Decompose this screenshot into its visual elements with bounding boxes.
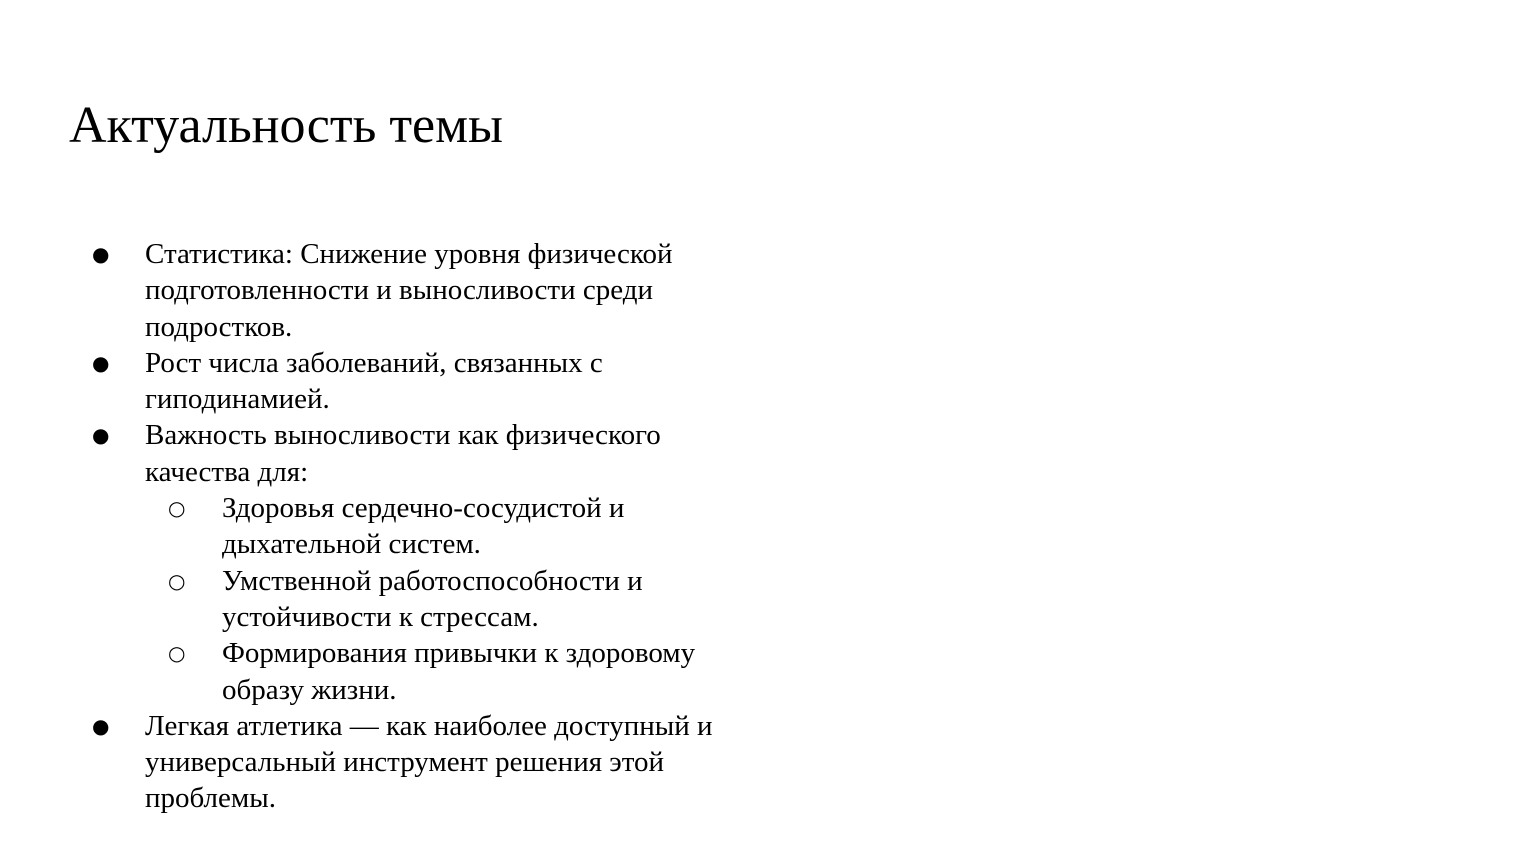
bullet-icon: ● [92,242,110,266]
hollow-bullet-icon: ○ [168,496,186,521]
list-item [92,345,755,418]
bullet-icon: ● [92,423,110,448]
sub-bullet-text: Здоровья сердечно-сосудистой и дыхательной систем. [222,492,625,561]
list-item [92,708,755,817]
sub-bullet-text: Умственной работоспособности и устойчивости к стрессам. [222,564,643,633]
sub-list [168,490,755,708]
slide-body [92,236,755,817]
hollow-bullet-icon: ○ [168,568,186,593]
list-item [92,417,755,707]
bullet-list [92,236,755,817]
bullet-text: Легкая атлетика — как наиболее доступный и универсальный инструмент решения этой проблемы. [145,709,713,815]
sub-list-item [168,563,755,636]
list-item [92,236,755,345]
bullet-text: Важность выносливости как физического качества для: [145,419,661,488]
bullet-text: Статистика: Снижение уровня физической подготовленности и выносливости среди подростков. [145,238,673,343]
sub-list-item [168,490,755,563]
slide-title: Актуальность темы [69,97,503,154]
bullet-icon: ● [92,350,110,375]
sub-bullet-text: Формирования привычки к здоровому образу жизни. [222,637,696,706]
bullet-icon: ● [92,713,110,738]
bullet-text: Рост числа заболеваний, связанных с гиподинамией. [145,346,603,416]
sub-list-item [168,635,755,708]
hollow-bullet-icon: ○ [168,641,186,666]
